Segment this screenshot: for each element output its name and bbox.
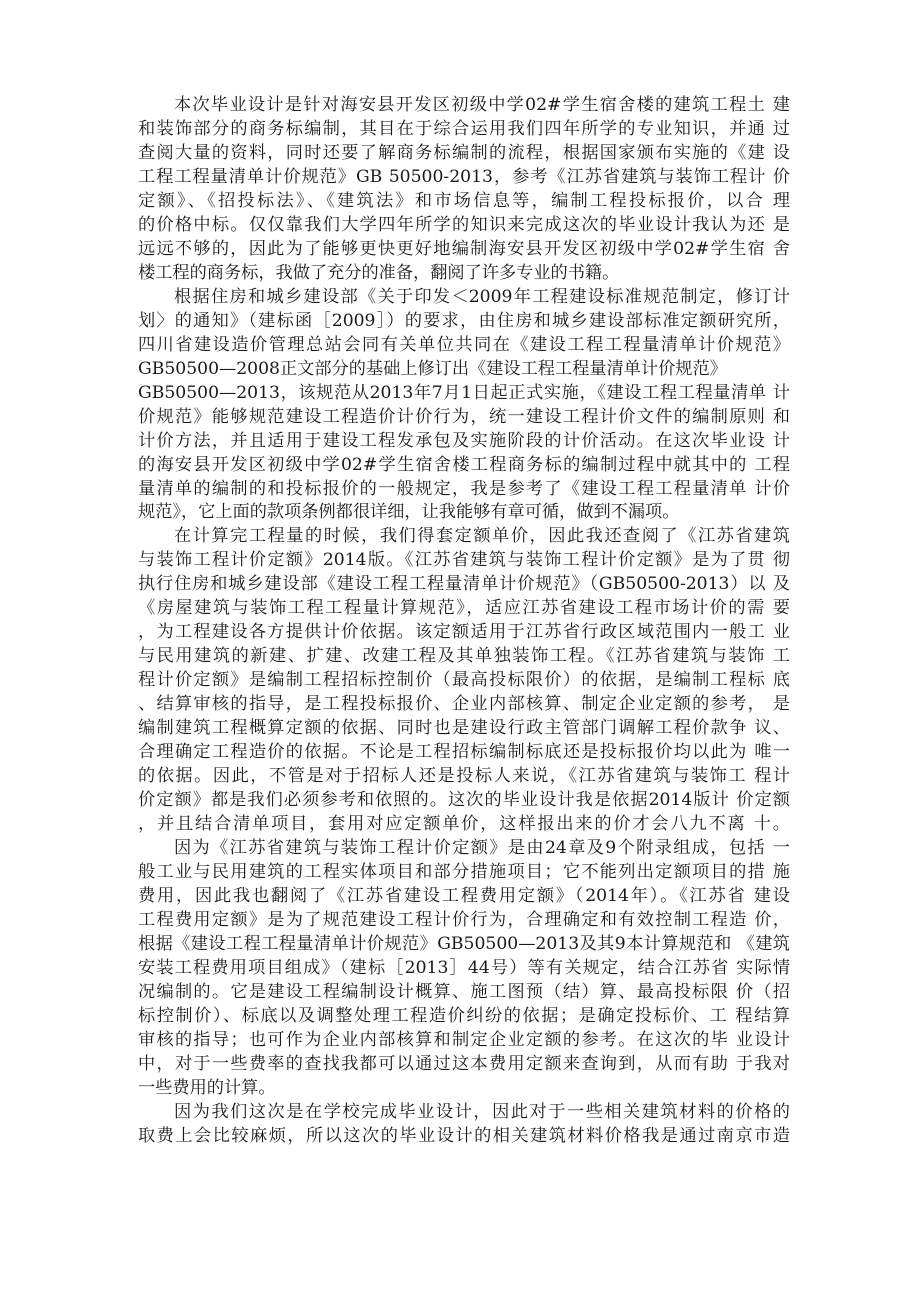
text-line: ，并且结合清单项目，套用对应定额单价，这样报出来的价才会八九不离 十。 — [138, 814, 790, 835]
paragraph — [138, 1101, 790, 1149]
text-line: 因为《江苏省建筑与装饰工程计价定额》是由24章及9个附录组成，包括 一 — [174, 838, 790, 859]
text-line: 价定额》都是我们必须参考和依照的。这次的毕业设计我是依据2014版计 价定额 — [138, 790, 790, 811]
text-line: 况编制的。它是建设工程编制设计概算、施工图预（结）算、最高投标限 价（招 — [138, 981, 790, 1002]
text-line: 安装工程费用项目组成》（建标［2013］44号）等有关规定，结合江苏省 实际情 — [138, 957, 790, 978]
text-line: 工程费用定额》是为了规范建设工程计价行为，合理确定和有效控制工程造 价， — [138, 909, 790, 930]
paragraph — [138, 837, 790, 1101]
text-line: 定额》、《招投标法》、《建筑法》和市场信息等，编制工程投标报价，以合 理 — [138, 190, 790, 211]
text-line: 根据住房和城乡建设部《关于印发＜2009年工程建设标准规范制定，修订计 — [174, 286, 790, 307]
text-line: 执行住房和城乡建设部《建设工程工程量清单计价规范》（GB50500-2013）以 及 — [138, 574, 790, 595]
text-line: 合理确定工程造价的依据。不论是工程招标编制标底还是投标报价均以此为 唯一 — [138, 742, 790, 763]
paragraph — [138, 286, 790, 526]
text-line: 费用，因此我也翻阅了《江苏省建设工程费用定额》（2014年）。《江苏省 建设 — [138, 885, 790, 906]
document-body — [138, 94, 790, 1149]
text-line: 因为我们这次是在学校完成毕业设计，因此对于一些相关建筑材料的价格的 — [174, 1101, 790, 1122]
text-line: GB50500—2013，该规范从2013年7月1日起正式实施，《建设工程工程量清单 计 — [138, 382, 790, 403]
text-line: 的海安县开发区初级中学02#学生宿舍楼工程商务标的编制过程中就其中的 工程 — [138, 454, 790, 475]
text-line: 标控制价）、标底以及调整处理工程造价纠纷的依据；是确定投标价、工 程结算 — [138, 1005, 790, 1026]
paragraph — [138, 525, 790, 837]
text-line: 和装饰部分的商务标编制，其目在于综合运用我们四年所学的专业知识，并通 过 — [138, 118, 790, 139]
text-line: 的价格中标。仅仅靠我们大学四年所学的知识来完成这次的毕业设计我认为还 是 — [138, 214, 790, 235]
text-line: 审核的指导；也可作为企业内部核算和制定企业定额的参考。在这次的毕 业设计 — [138, 1029, 790, 1050]
text-line: 计价方法，并且适用于建设工程发承包及实施阶段的计价活动。在这次毕业设 计 — [138, 430, 790, 451]
text-line: 《房屋建筑与装饰工程工程量计算规范》，适应江苏省建设工程市场计价的需 要 — [138, 598, 790, 619]
text-line: 根据《建设工程工程量清单计价规范》GB50500—2013及其9本计算规范和 《建筑 — [138, 933, 790, 954]
text-line: 程计价定额》是编制工程招标控制价（最高投标限价）的依据，是编制工程标 底 — [138, 670, 790, 691]
text-line: 中，对于一些费率的查找我都可以通过这本费用定额来查询到，从而有助 于我对 — [138, 1053, 790, 1074]
text-line: 四川省建设造价管理总站会同有关单位共同在《建设工程工程量清单计价规范》 — [138, 334, 790, 355]
text-line: 本次毕业设计是针对海安县开发区初级中学02#学生宿舍楼的建筑工程土 建 — [174, 95, 790, 115]
text-line: 、结算审核的指导，是工程投标报价、企业内部核算、制定企业定额的参考， 是 — [138, 694, 790, 715]
text-line: GB50500—2008正文部分的基础上修订出《建设工程工程量清单计价规范》 — [138, 358, 727, 379]
text-line: ，为工程建设各方提供计价依据。该定额适用于江苏省行政区域范围内一般工 业 — [138, 622, 790, 643]
text-line: 与民用建筑的新建、扩建、改建工程及其单独装饰工程。《江苏省建筑与装饰 工 — [138, 646, 790, 667]
text-line: 规范》，它上面的款项条例都很详细，让我能够有章可循，做到不漏项。 — [138, 502, 680, 523]
text-line: 远远不够的，因此为了能够更快更好地编制海安县开发区初级中学02#学生宿 舍 — [138, 238, 790, 259]
text-line: 取费上会比较麻烦，所以这次的毕业设计的相关建筑材料价格我是通过南京市造 — [138, 1125, 790, 1146]
text-line: 工程工程量清单计价规范》GB 50500-2013，参考《江苏省建筑与装饰工程计 价 — [138, 166, 790, 187]
text-line: 查阅大量的资料，同时还要了解商务标编制的流程，根据国家颁布实施的《建 设 — [138, 142, 790, 163]
text-line: 与装饰工程计价定额》2014版。《江苏省建筑与装饰工程计价定额》是为了贯 彻 — [138, 550, 790, 571]
text-line: 的依据。因此，不管是对于招标人还是投标人来说，《江苏省建筑与装饰工 程计 — [138, 766, 790, 787]
text-line: 楼工程的商务标，我做了充分的准备，翻阅了许多专业的书籍。 — [138, 262, 620, 283]
text-line: 编制建筑工程概算定额的依据、同时也是建设行政主管部门调解工程价款争 议、 — [138, 718, 790, 739]
paragraph — [138, 94, 790, 286]
text-line: 般工业与民用建筑的工程实体项目和部分措施项目；它不能列出定额项目的措 施 — [138, 862, 790, 882]
text-line: 一些费用的计算。 — [138, 1077, 276, 1098]
text-line: 在计算完工程量的时候，我们得套定额单价，因此我还查阅了《江苏省建筑 — [174, 526, 790, 547]
text-line: 价规范》能够规范建设工程造价计价行为，统一建设工程计价文件的编制原则 和 — [138, 406, 790, 427]
text-line: 划〉的通知》（建标函［2009］）的要求，由住房和城乡建设部标准定额研究所， — [138, 310, 790, 331]
text-line: 量清单的编制的和投标报价的一般规定，我是参考了《建设工程工程量清单 计价 — [138, 478, 790, 499]
